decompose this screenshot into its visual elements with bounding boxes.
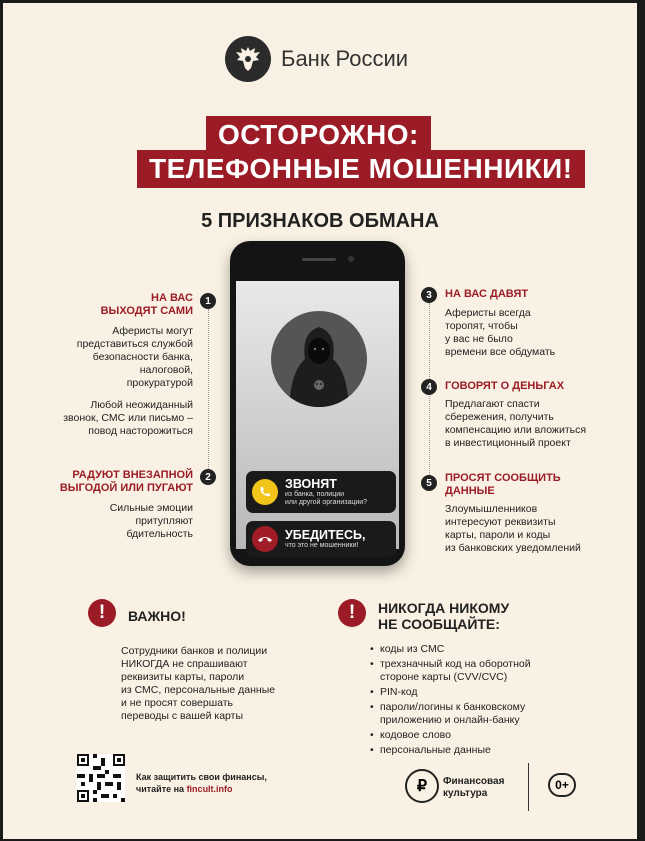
hangup-card xyxy=(246,521,396,557)
sign-3-text-line: у вас не было xyxy=(445,333,513,345)
sign-1-text-line: безопасности банка, xyxy=(92,351,193,363)
left-guide-line xyxy=(208,309,210,471)
sign-4-text-line: Предлагают спасти xyxy=(445,398,540,410)
important-text xyxy=(121,645,321,723)
sign-number-1: 1 xyxy=(200,293,216,309)
sign-3-text-line: времени все обдумать xyxy=(445,346,556,358)
hangup-title: УБЕДИТЕСЬ, xyxy=(285,527,366,542)
exclamation-icon: ! xyxy=(338,599,366,627)
important-text-line: из СМС, персональные данные xyxy=(121,684,276,696)
sign-1-text-line: прокуратурой xyxy=(126,377,193,389)
sign-3-text xyxy=(445,307,625,359)
important-text-line: и не просят совершать xyxy=(121,697,234,709)
hangup-text xyxy=(285,529,365,550)
sign-3-text-line: Аферисты всегда xyxy=(445,307,531,319)
important-heading: ВАЖНО! xyxy=(128,608,186,624)
sign-5-text-line: из банковских уведомлений xyxy=(445,542,581,554)
sign-1-text-line: Аферисты могут xyxy=(112,325,193,337)
sign-3-text-line: торопят, чтобы xyxy=(445,320,518,332)
never-heading xyxy=(378,600,509,632)
ruble-icon: ₽ xyxy=(405,769,439,803)
title-line-1: ОСТОРОЖНО: xyxy=(206,116,431,154)
sign-1-text-2 xyxy=(43,399,193,438)
never-heading-line: НИКОГДА НИКОМУ xyxy=(378,600,510,616)
sign-3-heading-line: НА ВАС ДАВЯТ xyxy=(445,288,529,300)
hooded-scammer-avatar xyxy=(271,311,367,407)
bank-logo xyxy=(225,36,408,82)
qr-caption-prefix: читайте на xyxy=(136,784,187,794)
list-item: • трехзначный код на оборотной стороне карты (CVV/CVC) xyxy=(370,658,555,684)
call-title: ЗВОНЯТ xyxy=(285,476,337,491)
sign-4-text-line: в инвестиционный проект xyxy=(445,437,571,449)
incoming-call-text xyxy=(285,478,367,507)
sign-5-heading xyxy=(445,472,625,498)
sign-number-2: 2 xyxy=(200,469,216,485)
list-item: • коды из СМС xyxy=(370,643,555,656)
list-item: • PIN-код xyxy=(370,686,555,699)
qr-caption-line xyxy=(136,783,267,795)
phone-screen xyxy=(236,281,399,549)
sign-1-text-line: представиться службой xyxy=(76,338,193,350)
sign-5-heading-line: ДАННЫЕ xyxy=(445,485,495,497)
important-text-line: реквизиты карты, пароли xyxy=(121,671,245,683)
footer-divider xyxy=(528,763,529,811)
sign-2-text-line: бдительность xyxy=(126,528,193,540)
important-text-line: Сотрудники банков и полиции xyxy=(121,645,268,657)
phone-illustration xyxy=(230,241,405,566)
fin-culture-line: культура xyxy=(443,788,488,799)
list-item: • пароли/логины к банковскому приложению и онлайн-банку xyxy=(370,701,555,727)
phone-answer-icon xyxy=(252,479,278,505)
list-item: • персональные данные xyxy=(370,744,555,757)
sign-4-text xyxy=(445,398,630,450)
sign-2-heading-line: ВЫГОДОЙ ИЛИ ПУГАЮТ xyxy=(59,482,193,494)
sign-5-text xyxy=(445,503,630,555)
sign-4-heading xyxy=(445,380,625,393)
fin-culture-label xyxy=(443,776,504,800)
title-line-2: ТЕЛЕФОННЫЕ МОШЕННИКИ! xyxy=(137,150,585,188)
important-text-line: переводы с вашей карты xyxy=(121,710,244,722)
sign-1-heading xyxy=(43,292,193,318)
sign-5-text-line: интересуют реквизиты xyxy=(445,516,556,528)
never-heading-line: НЕ СООБЩАЙТЕ: xyxy=(378,616,500,632)
subtitle: 5 ПРИЗНАКОВ ОБМАНА xyxy=(201,210,439,232)
qr-caption xyxy=(136,771,267,795)
sign-4-text-line: сбережения, получить xyxy=(445,411,554,423)
call-sub-2: или другой организации? xyxy=(285,498,368,506)
sign-5-heading-line: ПРОСЯТ СООБЩИТЬ xyxy=(445,472,561,484)
phone-camera xyxy=(348,256,354,262)
sign-1-text-2-line: повод насторожиться xyxy=(88,425,193,437)
phone-speaker xyxy=(302,258,336,261)
sign-2-heading-line: РАДУЮТ ВНЕЗАПНОЙ xyxy=(72,469,193,481)
sign-1-text-2-line: Любой неожиданный xyxy=(90,399,193,411)
sign-number-4: 4 xyxy=(421,379,437,395)
sign-3-heading xyxy=(445,288,625,301)
incoming-call-card xyxy=(246,471,396,513)
hangup-sub: что это не мошенники! xyxy=(285,541,359,549)
age-rating-badge: 0+ xyxy=(548,773,576,797)
sign-1-heading-line: НА ВАС xyxy=(151,292,193,304)
never-list xyxy=(370,643,555,759)
phone-hangup-icon xyxy=(252,526,278,552)
sign-2-text-line: Сильные эмоции xyxy=(109,502,193,514)
fin-culture-line: Финансовая xyxy=(443,776,505,787)
sign-2-heading xyxy=(43,469,193,495)
double-headed-eagle-icon xyxy=(225,36,271,82)
important-text-line: НИКОГДА не спрашивают xyxy=(121,658,248,670)
sign-2-text-line: притупляют xyxy=(135,515,193,527)
sign-4-text-line: компенсацию или вложиться xyxy=(445,424,587,436)
sign-4-heading-line: ГОВОРЯТ О ДЕНЬГАХ xyxy=(445,380,565,392)
sign-1-text xyxy=(43,325,193,390)
fincult-link[interactable]: fincult.info xyxy=(186,784,233,794)
sign-1-text-line: налоговой, xyxy=(139,364,193,376)
sign-1-heading-line: ВЫХОДЯТ САМИ xyxy=(100,305,193,317)
sign-number-5: 5 xyxy=(421,475,437,491)
list-item: • кодовое слово xyxy=(370,729,555,742)
sign-1-text-2-line: звонок, СМС или письмо – xyxy=(63,412,193,424)
call-sub-1: из банка, полиции xyxy=(285,490,345,498)
sign-2-text xyxy=(43,502,193,541)
qr-code[interactable] xyxy=(77,754,125,802)
sign-5-text-line: Злоумышленников xyxy=(445,503,538,515)
exclamation-icon: ! xyxy=(88,599,116,627)
sign-5-text-line: карты, пароли и коды xyxy=(445,529,551,541)
bank-name: Банк России xyxy=(281,46,409,71)
sign-number-3: 3 xyxy=(421,287,437,303)
qr-caption-line: Как защитить свои финансы, xyxy=(136,772,267,782)
poster xyxy=(3,3,637,839)
